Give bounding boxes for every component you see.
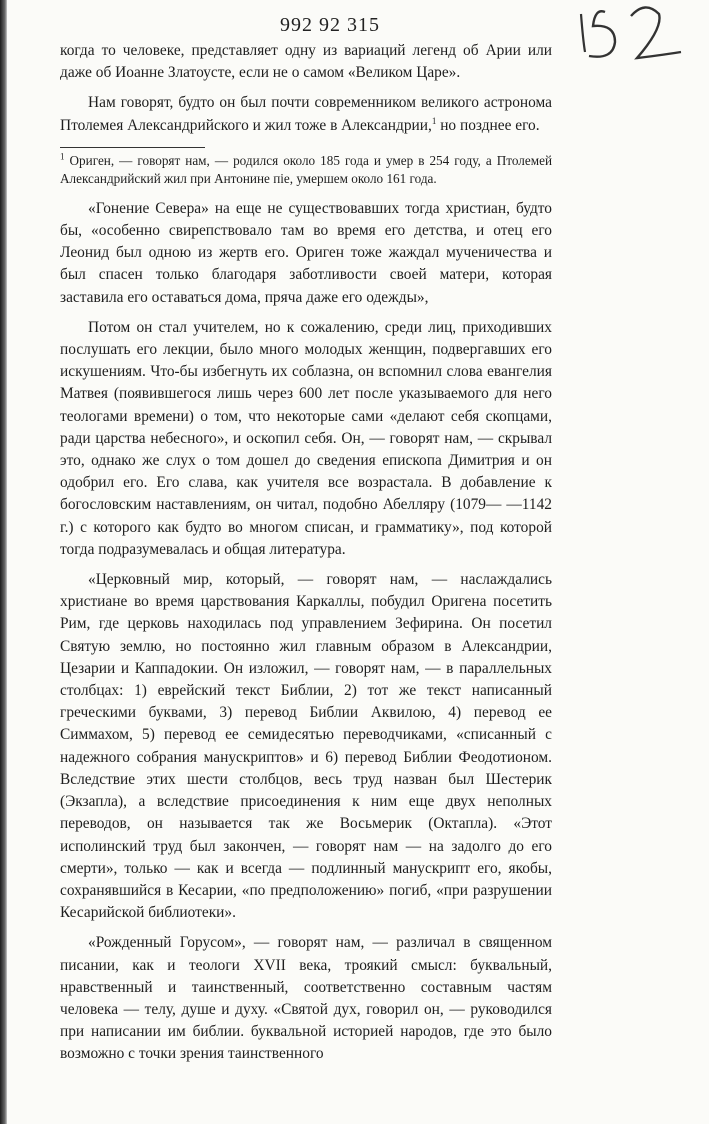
paragraph-2-text: Нам говорят, будто он был почти современником великого астронома Птолемея Александрийского и жил тоже в Александрии, xyxy=(60,94,552,134)
handwritten-page-number xyxy=(575,0,695,68)
paragraph-4: Потом он стал учителем, но к сожалению, среди лиц, приходивших послушать его лекции, было много молодых женщин, подвергавших его искушениям. Что-бы избегнуть их соблазна, он вспомнил слова евангелия Матвея (появившегося лишь через 600 лет после указываемого для него теологами времени) о том, что некоторые сами «делают себя скопцами, ради царства небесного», и оскопил себя. Он, — говорят нам, — скрывал это, однако же слух о том дошел до сведения епископа Димитрия и он одобрил его. Его слава, как учителя все возрастала. В добавление к богословским наставлениям, он читал, подобно Абелляру (1079— —1142 г.) с которого как будто во многом списан, и грамматику», под которой тогда подразумевалась и общая литература. xyxy=(60,318,552,558)
paragraph-6: «Рожденный Горусом», — говорят нам, — различал в священном писании, как и теологи XVII века, троякий смысл: буквальный, нравственный и таинственный, соответственно составным частям человека — телу, душе и духу. «Святой дух, говорил он, — руководился при написании им библии. буквальной историей народов, где это было возможно с точки зрения таинственного xyxy=(60,934,552,1063)
paragraph-5: «Церковный мир, который, — говорят нам, — наслаждались христиане во время царствования Каркаллы, побудил Оригена посетить Рим, где церковь находилась под управлением Зефирина. Он посетил Святую землю, но постоянно жил главным образом в Александрии, Цезарии и Каппадокии. Он изложил, — говорят нам, — в параллельных столбцах: 1) еврейский текст Библии, 2) тот же текст написанный греческими буквами, 3) перевод Библии Аквилою, 4) перевод ее Симмахом, 5) перевод ее семидесятью переводчиками, «списанный с надежного собрания манускриптов» и 6) перевод Библии Феодотионом. Вследствие этих шести столбцов, весь труд назван был Шестерик (Экзапла), а вследствие присоединения к ним еще двух неполных переводов, он называется так же Восьмерик (Октапла). «Этот исполинский труд был закончен, — говорят нам — на задолго до его смерти», только — как и всегда — подлинный манускрипт его, якобы, сохранявшийся в Кесарии, «по предположению» погиб, «при разрушении Кесарийской библиотеки». xyxy=(60,571,552,922)
paragraph-1: когда то человеке, представляет одну из вариаций легенд об Арии или даже об Иоанне Златоусте, если не о самом «Великом Царе». xyxy=(60,42,552,82)
catalog-number: 992 92 315 xyxy=(280,14,380,36)
footnote-marker: 1 xyxy=(60,151,65,162)
paragraph-3: «Гонение Севера» на еще не существовавших тогда христиан, будто бы, «особенно свирепствовало там во время его детства, и отец его Леонид был одною из жертв его. Ориген тоже жаждал мученичества и был спасен только благодаря заботливости своей матери, которая заставила его оставаться дома, пряча даже его одежды», xyxy=(60,199,552,306)
footnote-text: Ориген, — говорят нам, — родился около 185 года и умер в 254 году, а Птолемей Александрийский жил при Антонине піе, умершем около 161 года. xyxy=(60,152,552,186)
footnote-divider xyxy=(60,147,205,148)
page-body xyxy=(60,40,552,1066)
paragraph-2-tail: но позднее его. xyxy=(436,116,540,134)
footnote xyxy=(60,152,552,188)
footnote-ref: 1 xyxy=(431,115,437,126)
paragraph-2 xyxy=(60,92,552,136)
page-edge-shadow xyxy=(0,0,7,1124)
